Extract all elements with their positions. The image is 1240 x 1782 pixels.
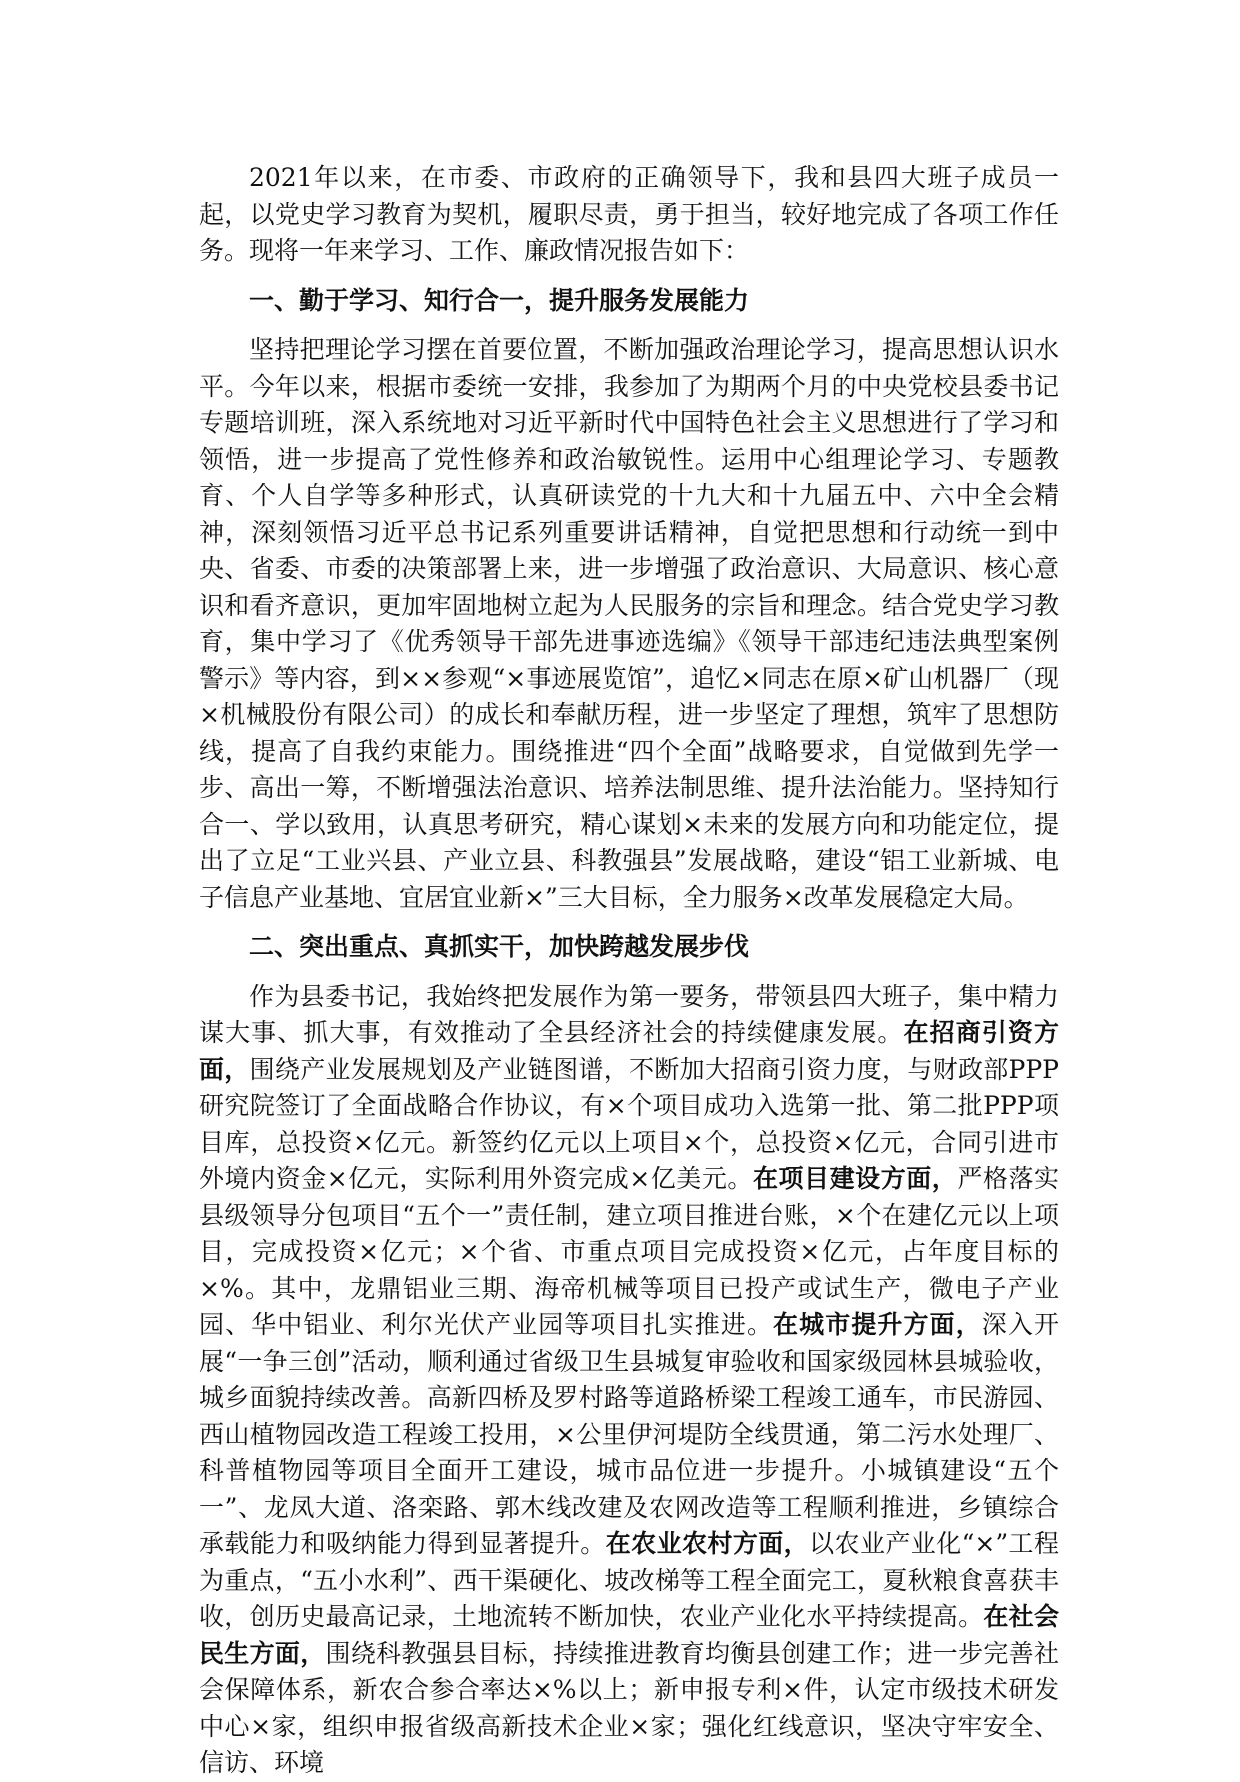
item-label-livelihood: 在社会民生方面，	[199, 1602, 1059, 1668]
item-text-city: 深入开展“一争三创”活动，顺利通过省级卫生县城复审验收和国家级园林县城验收，城乡面貌持续改善。高新四桥及罗村路等道路桥梁工程竣工通车，市民游园、西山植物园改造工程竣工投用，×公里伊河堤防全线贯通，第二污水处理厂、科普植物园等项目全面开工建设，城市品位进一步提升。小城镇建设“五个一”、龙凤大道、洛栾路、郭木线改建及农网改造等工程顺利推进，乡镇综合承载能力和吸纳能力得到显著提升。	[199, 1310, 1059, 1558]
item-label-investment: 在招商引资方面，	[199, 1018, 1059, 1084]
section-1-body: 坚持把理论学习摆在首要位置，不断加强政治理论学习，提高思想认识水平。今年以来，根据市委统一安排，我参加了为期两个月的中央党校县委书记专题培训班，深入系统地对习近平新时代中国特色社会主义思想进行了学习和领悟，进一步提高了党性修养和政治敏锐性。运用中心组理论学习、专题教育、个人自学等多种形式，认真研读党的十九大和十九届五中、六中全会精神，深刻领悟习近平总书记系列重要讲话精神，自觉把思想和行动统一到中央、省委、市委的决策部署上来，进一步增强了政治意识、大局意识、核心意识和看齐意识，更加牢固地树立起为人民服务的宗旨和理念。结合党史学习教育，集中学习了《优秀领导干部先进事迹选编》《领导干部违纪违法典型案例警示》等内容，到××参观“×事迹展览馆”，追忆×同志在原×矿山机器厂（现×机械股份有限公司）的成长和奉献历程，进一步坚定了理想，筑牢了思想防线，提高了自我约束能力。围绕推进“四个全面”战略要求，自觉做到先学一步、高出一筹，不断增强法治意识、培养法制思维、提升法治能力。坚持知行合一、学以致用，认真思考研究，精心谋划×未来的发展方向和功能定位，提出了立足“工业兴县、产业立县、科教强县”发展战略，建设“铝工业新城、电子信息产业基地、宜居宜业新×”三大目标，全力服务×改革发展稳定大局。	[199, 335, 1059, 912]
item-label-city: 在城市提升方面，	[773, 1310, 982, 1339]
document-page	[199, 160, 1059, 1782]
item-text-investment: 围绕产业发展规划及产业链图谱，不断加大招商引资力度，与财政部PPP研究院签订了全面战略合作协议，有×个项目成功入选第一批、第二批PPP项目库，总投资×亿元。新签约亿元以上项目×个，总投资×亿元，合同引进市外境内资金×亿元，实际利用外资完成×亿美元。	[199, 1054, 1059, 1193]
section-2-heading: 二、突出重点、真抓实干，加快跨越发展步伐	[249, 932, 750, 961]
section-2-lead: 作为县委书记，我始终把发展作为第一要务，带领县四大班子，集中精力谋大事、抓大事，有效推动了全县经济社会的持续健康发展。	[199, 981, 1059, 1047]
item-label-agriculture: 在农业农村方面，	[605, 1529, 810, 1558]
section-1-heading: 一、勤于学习、知行合一，提升服务发展能力	[249, 285, 750, 315]
item-text-projects: 严格落实县级领导分包项目“五个一”责任制，建立项目推进台账，×个在建亿元以上项目，完成投资×亿元；×个省、市重点项目完成投资×亿元，占年度目标的×%。其中，龙鼎铝业三期、海帝机械等项目已投产或试生产，微电子产业园、华中铝业、利尔光伏产业园等项目扎实推进。	[199, 1164, 1059, 1339]
section-2-body	[199, 979, 1059, 1782]
item-text-livelihood: 围绕科教强县目标，持续推进教育均衡县创建工作；进一步完善社会保障体系，新农合参合率达×%以上；新申报专利×件，认定市级技术研发中心×家，组织申报省级高新技术企业×家；强化红线意识，坚决守牢安全、信访、环境	[199, 1638, 1059, 1777]
item-text-agriculture: 以农业产业化“×”工程为重点，“五小水利”、西干渠硬化、坡改梯等工程全面完工，夏秋粮食喜获丰收，创历史最高记录，土地流转不断加快，农业产业化水平持续提高。	[199, 1529, 1059, 1631]
intro-paragraph: 2021年以来，在市委、市政府的正确领导下，我和县四大班子成员一起，以党史学习教育为契机，履职尽责，勇于担当，较好地完成了各项工作任务。现将一年来学习、工作、廉政情况报告如下：	[199, 163, 1059, 265]
item-label-projects: 在项目建设方面，	[752, 1164, 958, 1193]
